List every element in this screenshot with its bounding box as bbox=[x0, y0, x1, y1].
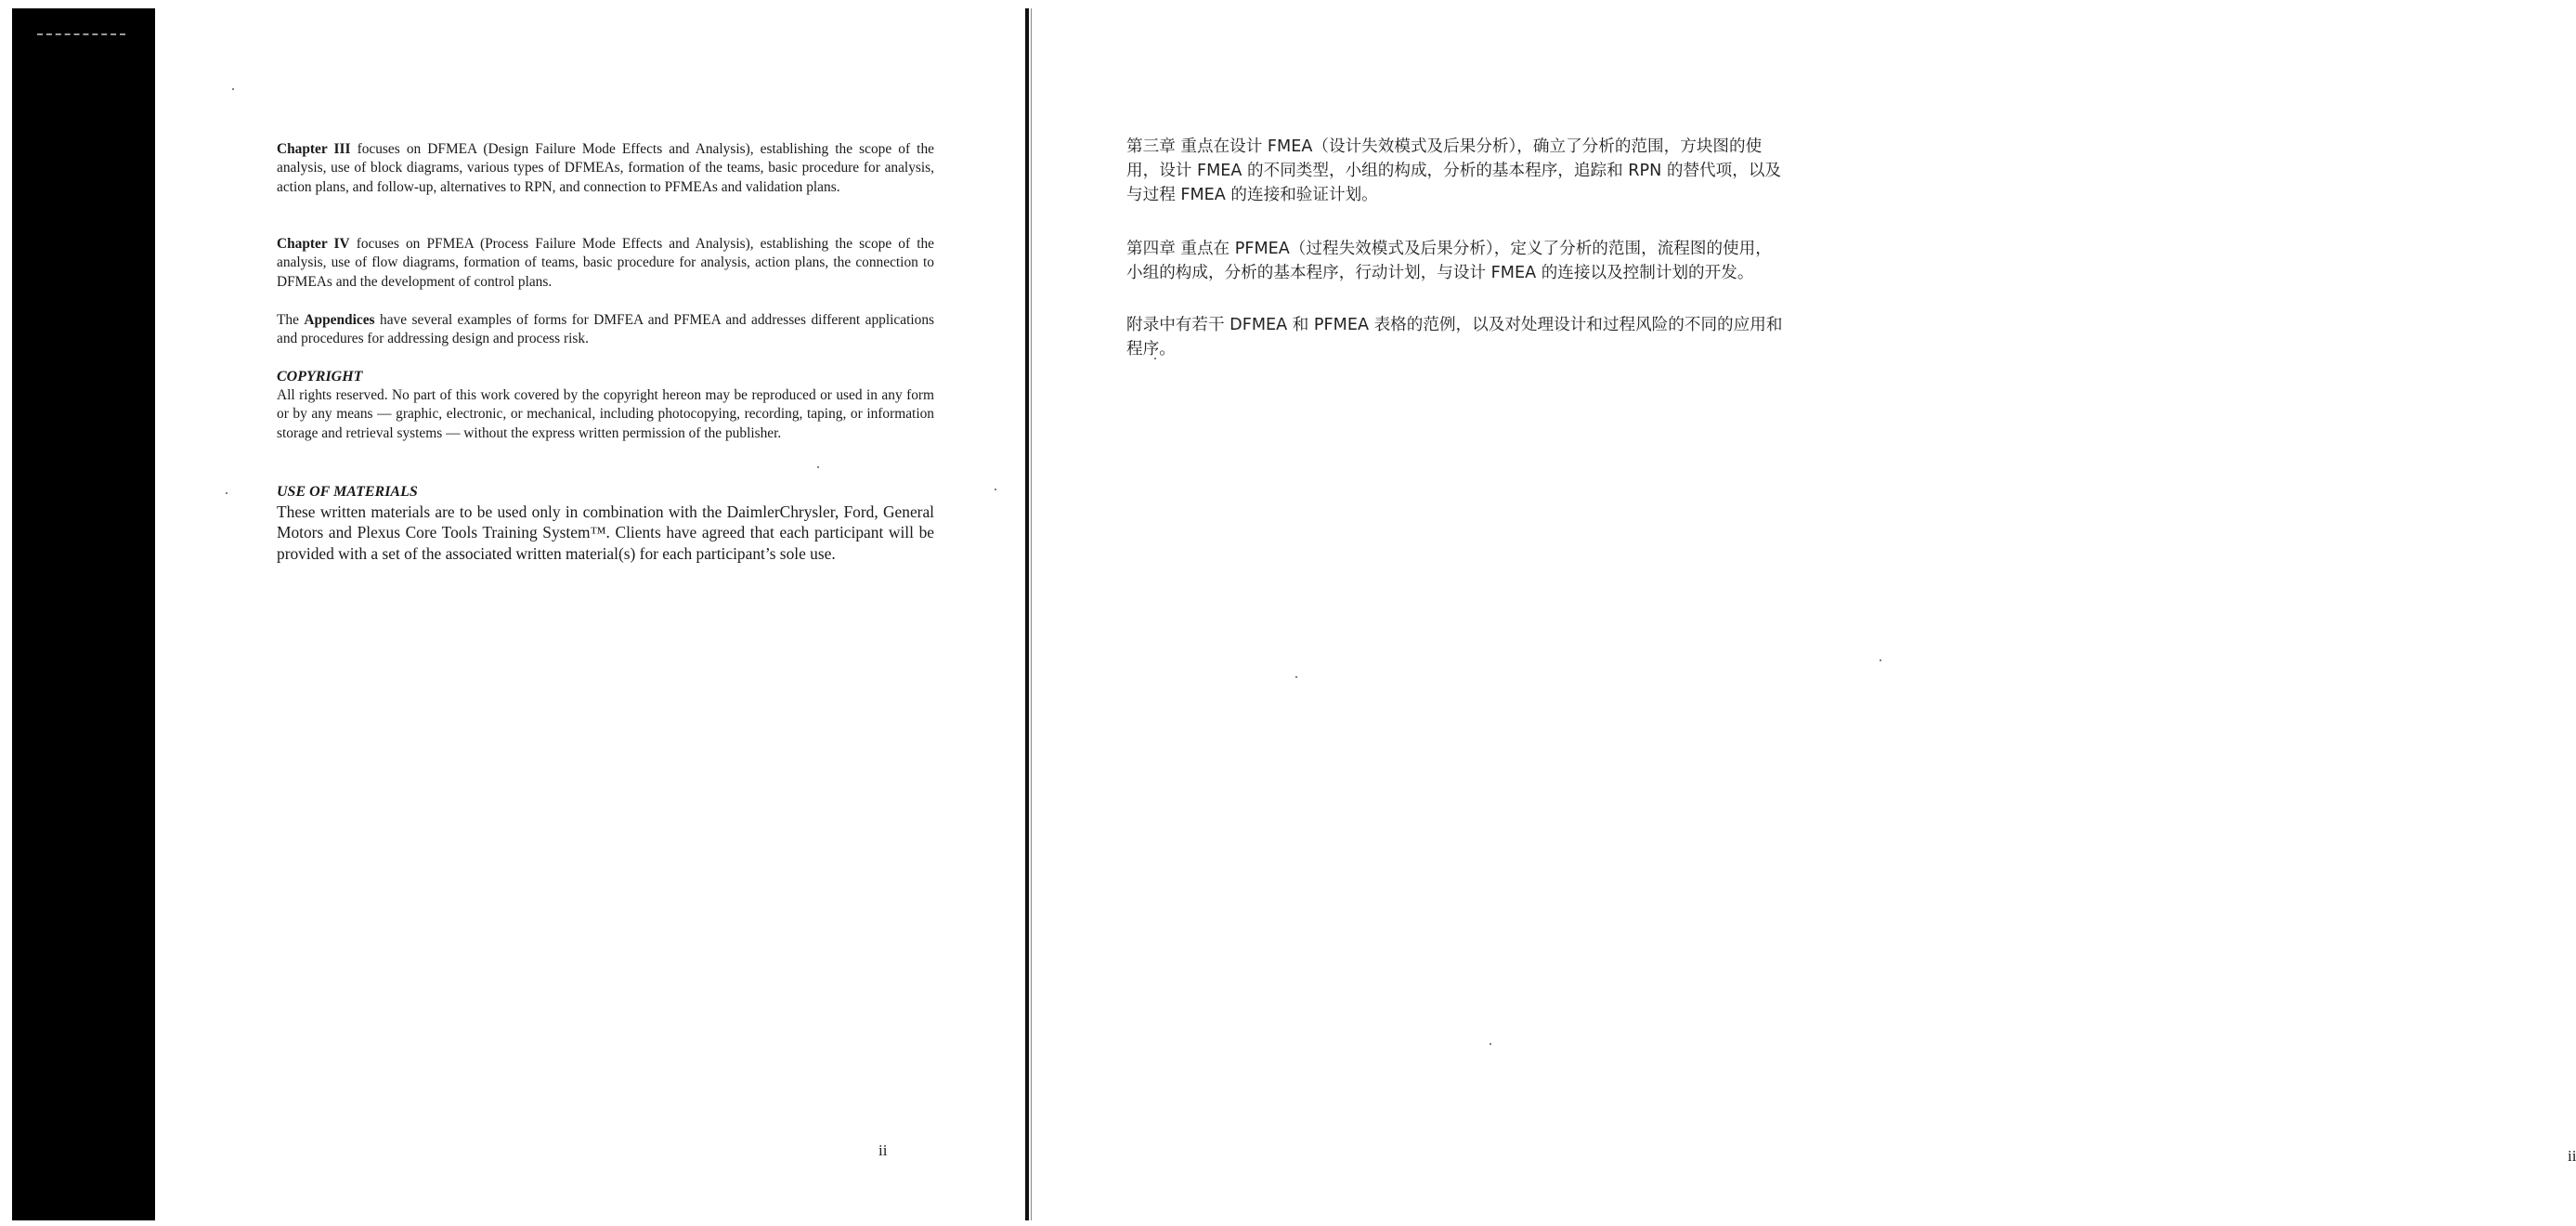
page-spine-shadow bbox=[1031, 8, 1032, 1220]
chapter-4-text: focuses on PFMEA (Process Failure Mode Effects and Analysis), establishing the scope of the analysis, use of flow diagrams, formation of teams, basic procedure for analysis, action plans, the connection to DFMEAs and the development of control plans. bbox=[277, 236, 935, 290]
right-page-number: ii bbox=[2568, 1147, 2576, 1165]
use-of-materials-paragraph: These written materials are to be used only in combination with the DaimlerChrysler, Ford, General Motors and Plexus Core Tools Training System™. Clients have agreed that each participant will be provided with a set of the associated written material(s) for each participant’s sole use. bbox=[277, 502, 934, 563]
chapter-3-chinese-paragraph: 第三章 重点在设计 FMEA（设计失效模式及后果分析），确立了分析的范围，方块图的使用，设计 FMEA 的不同类型，小组的构成，分析的基本程序，追踪和 RPN 的替代项，以及与过程 FMEA 的连接和验证计划。 bbox=[1126, 137, 1782, 204]
copyright-heading: COPYRIGHT bbox=[277, 369, 363, 385]
appendices-text: have several examples of forms for DMFEA and PFMEA and addresses different applications and procedures for addressing design and process risk. bbox=[277, 312, 935, 347]
copyright-paragraph: All rights reserved. No part of this work covered by the copyright hereon may be reproduced or used in any form or by any means — graphic, electronic, or mechanical, including photocopying, recording, taping, or information storage and retrieval systems — without the express written permission of the publisher. bbox=[277, 387, 934, 441]
scan-speck bbox=[232, 88, 234, 90]
chapter-4-lead: Chapter IV bbox=[277, 236, 350, 252]
left-page-number: ii bbox=[878, 1141, 888, 1159]
chapter-4-paragraph bbox=[277, 235, 934, 292]
appendices-pre: The bbox=[277, 312, 305, 328]
page-spine bbox=[1025, 8, 1029, 1220]
appendices-chinese-paragraph: 附录中有若干 DFMEA 和 PFMEA 表格的范例，以及对处理设计和过程风险的不同的应用和程序。 bbox=[1126, 316, 1783, 359]
chapter-3-text: focuses on DFMEA (Design Failure Mode Effects and Analysis), establishing the scope of the analysis, use of block diagrams, various types of DFMEAs, formation of the teams, basic procedure for analysis, action plans, and follow-up, alternatives to RPN, and connection to PFMEAs and validation plans. bbox=[277, 141, 934, 195]
appendices-lead: Appendices bbox=[304, 312, 375, 328]
use-of-materials-heading: USE OF MATERIALS bbox=[277, 484, 418, 500]
chapter-3-lead: Chapter III bbox=[277, 141, 351, 157]
scan-edge-marks bbox=[37, 33, 125, 37]
scan-speck bbox=[1295, 676, 1297, 678]
scan-speck bbox=[1490, 1043, 1491, 1045]
scan-speck bbox=[817, 466, 819, 468]
chapter-4-chinese-paragraph: 第四章 重点在 PFMEA（过程失效模式及后果分析），定义了分析的范围，流程图的使用，小组的构成，分析的基本程序，行动计划，与设计 FMEA 的连接以及控制计划的开发。 bbox=[1126, 240, 1772, 282]
scan-speck bbox=[1880, 659, 1881, 661]
scan-black-edge bbox=[12, 8, 155, 1220]
scan-speck bbox=[995, 489, 996, 490]
chapter-3-paragraph bbox=[277, 140, 934, 197]
appendices-paragraph bbox=[277, 311, 934, 349]
scan-speck bbox=[226, 492, 228, 494]
